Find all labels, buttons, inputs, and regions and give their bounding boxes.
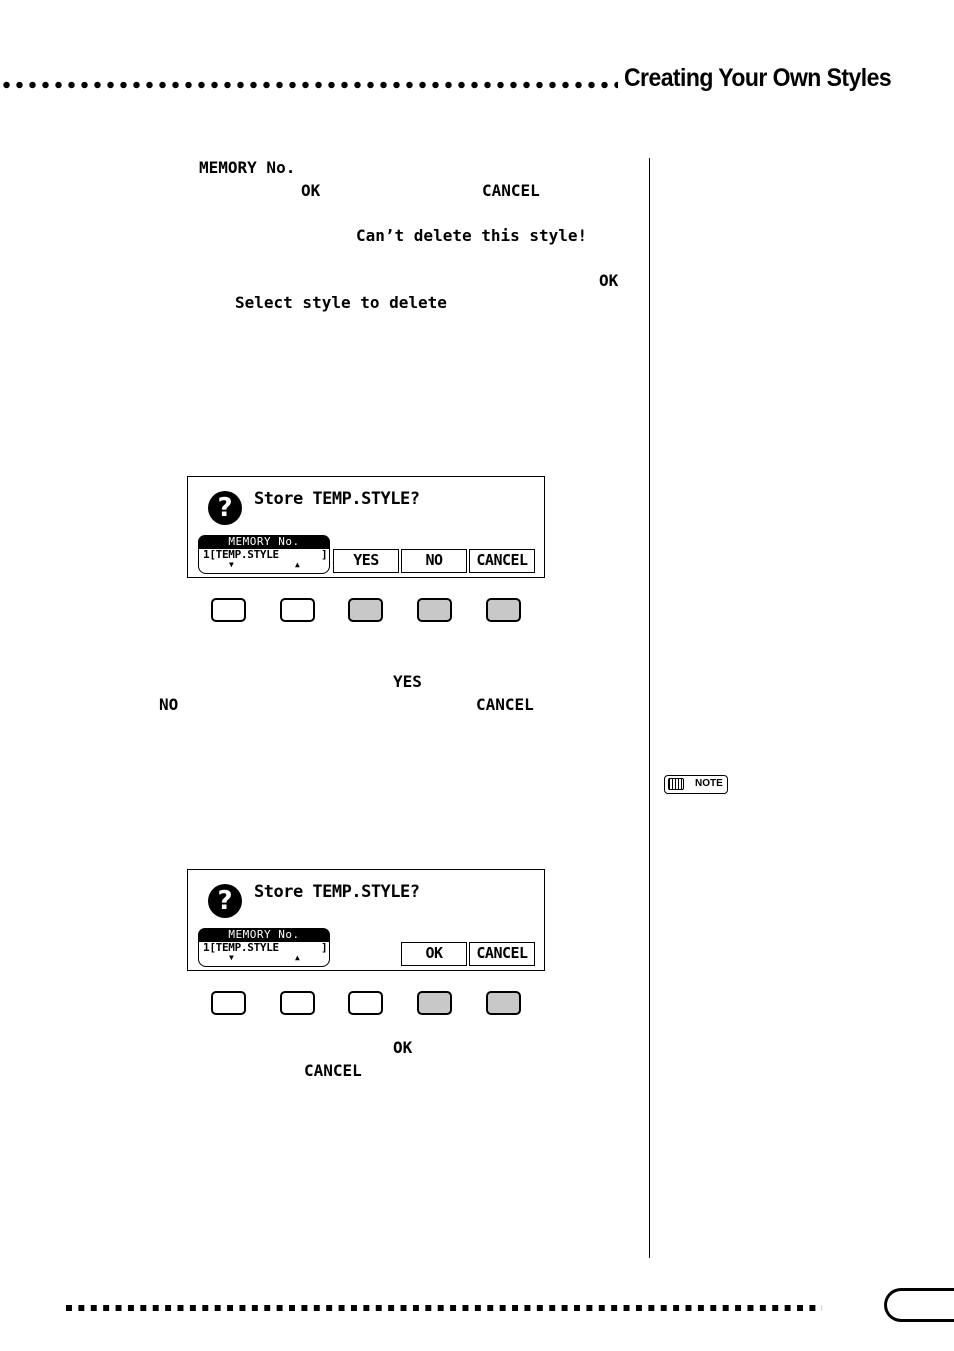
arrow-up-icon: ▲ — [295, 953, 300, 962]
panel-button-5[interactable] — [486, 991, 521, 1015]
memory-no-value: 1[TEMP.STYLE — [203, 941, 279, 954]
display-message: Store TEMP.STYLE? — [254, 882, 420, 902]
header-dot-rule — [0, 78, 618, 92]
panel-button-2[interactable] — [280, 598, 315, 622]
arrow-down-icon: ▼ — [229, 953, 234, 962]
memory-no-label: MEMORY No. — [198, 928, 330, 942]
lcd-display-store-ok — [187, 869, 545, 971]
keyword-cancel: CANCEL — [482, 181, 540, 200]
message-select-style: Select style to delete — [235, 293, 447, 312]
keyword-memory-no: MEMORY No. — [199, 158, 296, 177]
page-number-tab — [884, 1288, 954, 1322]
keyword-ok: OK — [599, 271, 619, 290]
keyword-cancel: CANCEL — [304, 1061, 362, 1080]
cancel-button[interactable]: CANCEL — [469, 549, 535, 573]
keyword-ok: OK — [301, 181, 321, 200]
memory-no-field[interactable] — [198, 548, 330, 574]
no-button[interactable]: NO — [401, 549, 467, 573]
memory-bracket: ] — [321, 548, 328, 561]
lcd-display-store-yes-no — [187, 476, 545, 578]
footer-dash-rule — [66, 1305, 822, 1313]
keyword-yes: YES — [393, 672, 422, 691]
panel-button-2[interactable] — [280, 991, 315, 1015]
panel-button-1[interactable] — [211, 598, 246, 622]
question-icon: ? — [208, 884, 242, 918]
panel-button-5[interactable] — [486, 598, 521, 622]
arrow-down-icon: ▼ — [229, 560, 234, 569]
note-badge — [664, 775, 728, 794]
keyword-no: NO — [159, 695, 179, 714]
page-title: Creating Your Own Styles — [624, 64, 892, 92]
panel-button-4[interactable] — [417, 598, 452, 622]
keyboard-icon — [668, 778, 684, 790]
ok-button[interactable]: OK — [401, 942, 467, 966]
panel-button-3[interactable] — [348, 991, 383, 1015]
memory-bracket: ] — [321, 941, 328, 954]
message-cant-delete: Can’t delete this style! — [356, 226, 588, 245]
memory-no-label: MEMORY No. — [198, 535, 330, 549]
memory-no-value: 1[TEMP.STYLE — [203, 548, 279, 561]
note-label: NOTE — [695, 778, 723, 789]
display-message: Store TEMP.STYLE? — [254, 489, 420, 509]
panel-button-1[interactable] — [211, 991, 246, 1015]
cancel-button[interactable]: CANCEL — [469, 942, 535, 966]
arrow-up-icon: ▲ — [295, 560, 300, 569]
memory-no-field[interactable] — [198, 941, 330, 967]
keyword-cancel: CANCEL — [476, 695, 534, 714]
column-divider — [649, 158, 650, 1258]
question-icon: ? — [208, 491, 242, 525]
panel-button-3[interactable] — [348, 598, 383, 622]
panel-button-4[interactable] — [417, 991, 452, 1015]
keyword-ok: OK — [393, 1038, 413, 1057]
yes-button[interactable]: YES — [333, 549, 399, 573]
